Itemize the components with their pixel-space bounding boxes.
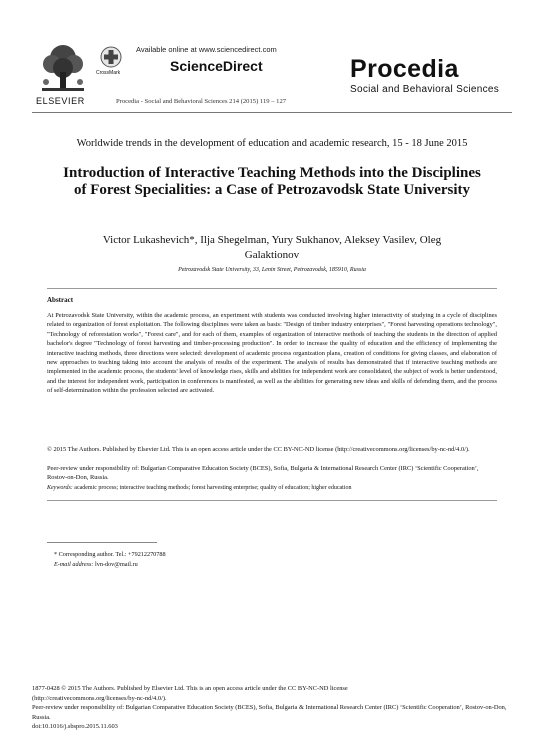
footnote: [54, 550, 166, 569]
footer-peer-review: Peer-review under responsibility of: Bulgarian Comparative Education Society (BCES), Sofia, Bulgaria & International Research Center (IRC) ‘Scientific Cooperation’, Rostov-on-Don, Russia.: [32, 704, 507, 721]
license-url[interactable]: (http://creativecommons.org/licenses/by-nc-nd/4.0/).: [32, 694, 167, 702]
conference-line: Worldwide trends in the development of education and academic research, 15 - 18 June 2015: [76, 138, 468, 149]
author-affiliation: Petrozavodsk State University, 33, Lenin Street, Petrozavodsk, 185910, Russia: [178, 267, 366, 273]
elsevier-tree-logo: [34, 42, 92, 96]
peer-review-notice: Peer-review under responsibility of: Bulgarian Comparative Education Society (BCES), Sofia, Bulgaria & International Research Center (IRC) ‘Scientific Cooperation’, Rostov-on-Don, Russia.: [47, 465, 479, 481]
procedia-logo-subtitle: Social and Behavioral Sciences: [350, 84, 500, 95]
abstract-heading: Abstract: [47, 296, 74, 304]
abstract-top-divider: [47, 288, 497, 289]
keywords-line: [47, 485, 507, 491]
paper-authors: Victor Lukashevich*, Ilja Shegelman, Yury Sukhanov, Aleksey Vasilev, Oleg Galaktionov: [102, 234, 442, 261]
doi-line[interactable]: doi:10.1016/j.sbspro.2015.11.603: [32, 723, 118, 730]
crossmark-icon[interactable]: [100, 46, 122, 68]
issn-line: 1877-0428 © 2015 The Authors. Published by Elsevier Ltd. This is an open access article under the CC BY-NC-ND license: [32, 685, 348, 692]
page-footer: [32, 684, 512, 732]
journal-citation-line: Procedia - Social and Behavioral Sciences 214 (2015) 119 – 127: [116, 98, 287, 105]
corresponding-author: * Corresponding author. Tel.: +79212270788: [54, 551, 166, 558]
available-online-text: Available online at www.sciencedirect.com: [136, 45, 277, 54]
sciencedirect-name: ScienceDirect: [170, 58, 263, 74]
header-divider: [32, 112, 512, 113]
email-address[interactable]: lvn-dov@mail.ru: [95, 560, 138, 568]
footnote-divider: [47, 542, 157, 543]
abstract-text: [47, 311, 497, 396]
email-label: E-mail address:: [54, 560, 94, 568]
paper-title: Introduction of Interactive Teaching Methods into the Disciplines of Forest Specialities: a Case of Petrozavodsk State University: [63, 165, 481, 198]
procedia-logo-title: Procedia: [350, 55, 459, 83]
elsevier-wordmark: ELSEVIER: [36, 96, 85, 106]
email-line: [54, 560, 166, 570]
abstract-bottom-divider: [47, 500, 497, 501]
keywords-label: Keywords:: [47, 485, 73, 491]
keywords-text: academic process; interactive teaching methods; forest harvesting enterprise; quality of education; higher education: [74, 485, 352, 491]
crossmark-label: CrossMark: [96, 70, 121, 76]
abstract-paragraph: At Petrozavodsk State University, within the academic process, an experiment with students was conducted involving higher interactivity of studying in a cycle of disciplines related to organization of forest exploitation. The following disciplines were taken as basis: "Design of timber industry enterprises", "Forest harvesting operations technology", "Technology of reforestation works", "Forest care", and for each of them, examples of organization of interactive methods of teaching the students in the direction of applied bachelor's degree "Technology of forest harvesting and timber-processing production". In order to increase the quality of education and the efficiency of implementing the interactive teaching methods, three directions were selected: development of academic process organization plans, creation of conditions for giving classes, and elaboration of new approaches to teaching taking into account the analysis of results of the experiment. The analysis of results has demonstrated that if interactive teaching methods are implemented in the academic process, the students' level of knowledge rises, skills and abilities for independent work are consolidated, the subject of work is better understood, and the interest for independent work, participation in conferences is manifested, as well as the abilities for generating new ideas and skills of defending them, and the process of self-determination within the profession selected are activated.: [47, 312, 497, 395]
copyright-notice: © 2015 The Authors. Published by Elsevier Ltd. This is an open access article under the CC BY-NC-ND license (http://creativecommons.org/licenses/by-nc-nd/4.0/).: [47, 446, 470, 453]
